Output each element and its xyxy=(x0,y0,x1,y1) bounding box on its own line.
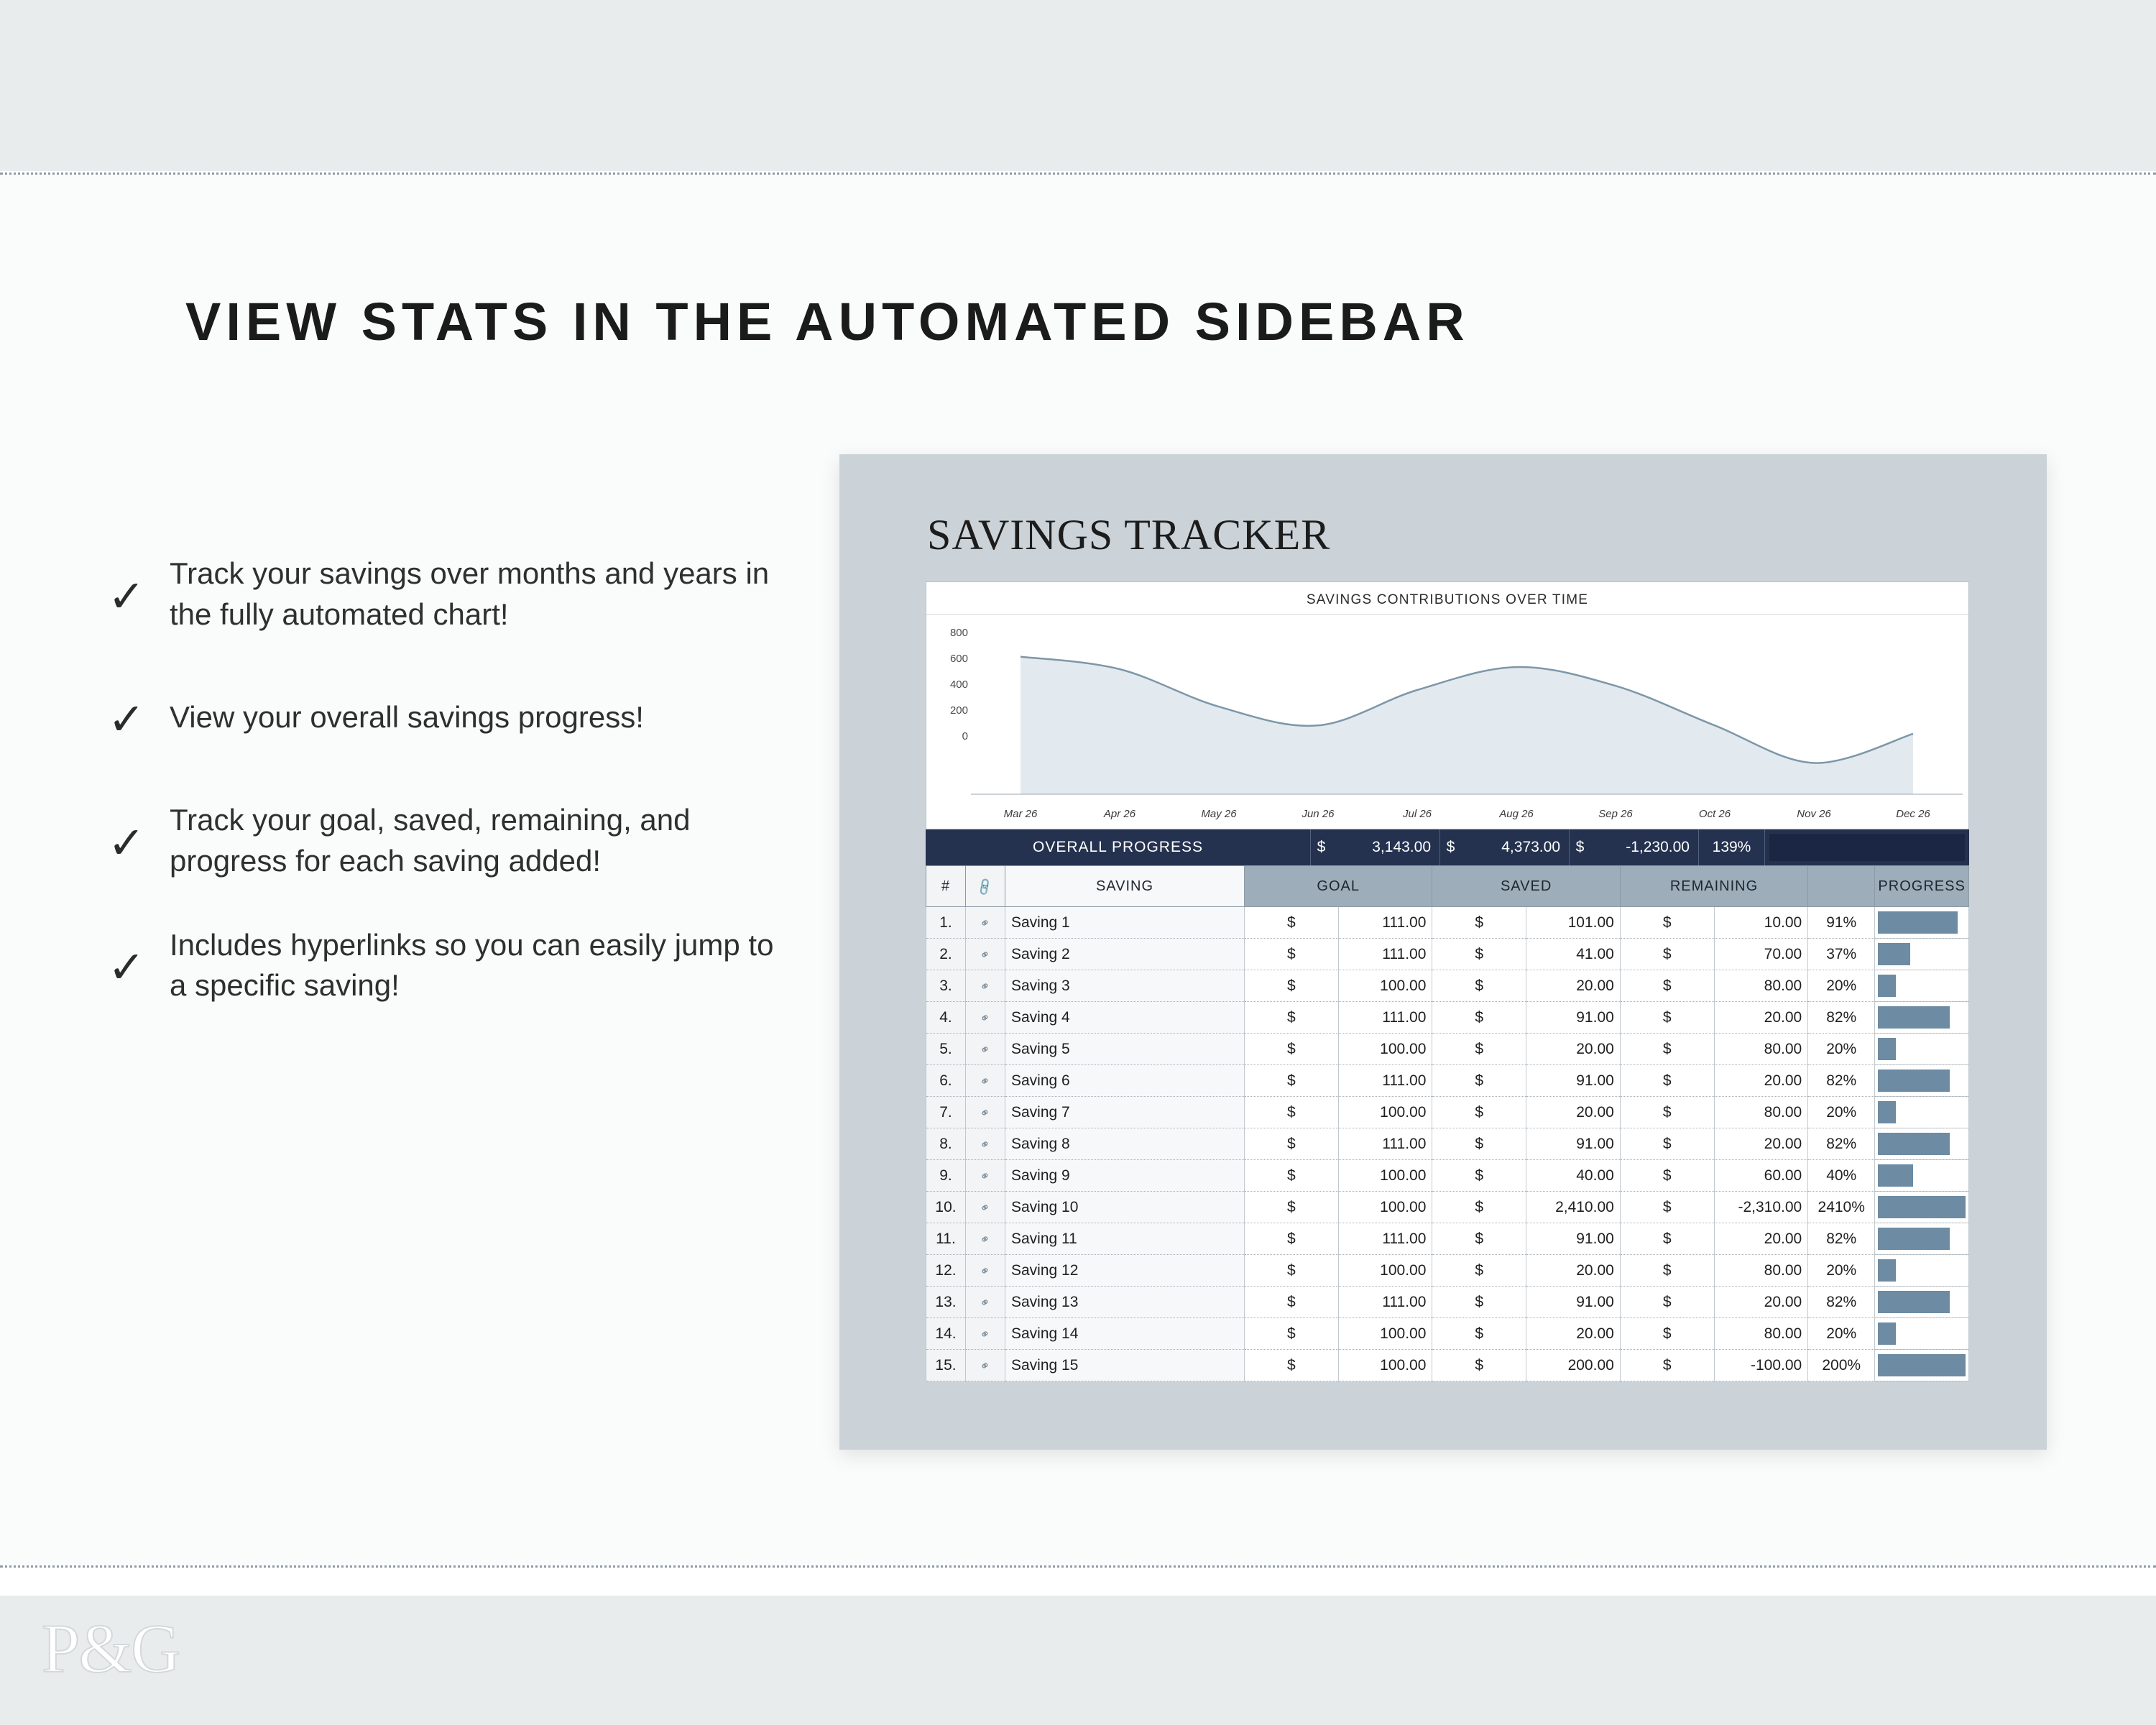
chart-x-axis xyxy=(971,808,1963,820)
row-number: 12. xyxy=(926,1255,966,1287)
goal-value: 100.00 xyxy=(1338,1160,1432,1192)
row-number: 7. xyxy=(926,1097,966,1128)
saved-value: 91.00 xyxy=(1526,1002,1621,1034)
goal-value: 100.00 xyxy=(1338,1097,1432,1128)
hyperlink-icon[interactable]: ⚭ xyxy=(966,1223,1005,1255)
saved-value: 40.00 xyxy=(1526,1160,1621,1192)
remaining-currency: $ xyxy=(1620,907,1714,939)
row-number: 8. xyxy=(926,1128,966,1160)
list-item xyxy=(108,925,783,1006)
saved-value: 20.00 xyxy=(1526,1255,1621,1287)
saved-currency: $ xyxy=(1432,970,1526,1002)
progress-bar-cell xyxy=(1875,1287,1969,1318)
progress-bar-cell xyxy=(1875,1318,1969,1350)
saving-name[interactable]: Saving 8 xyxy=(1005,1128,1245,1160)
goal-currency: $ xyxy=(1245,1318,1339,1350)
remaining-value: 80.00 xyxy=(1714,1097,1808,1128)
goal-value: 100.00 xyxy=(1338,1255,1432,1287)
x-tick: Jul 26 xyxy=(1402,808,1432,820)
saved-currency: $ xyxy=(1432,1350,1526,1381)
progress-bar-cell xyxy=(1875,1350,1969,1381)
table-row xyxy=(926,939,1969,970)
progress-bar-cell xyxy=(1875,1002,1969,1034)
progress-percent: 82% xyxy=(1808,1002,1875,1034)
goal-value: 100.00 xyxy=(1338,970,1432,1002)
saving-name[interactable]: Saving 11 xyxy=(1005,1223,1245,1255)
goal-currency: $ xyxy=(1245,1065,1339,1097)
remaining-value: 80.00 xyxy=(1714,1318,1808,1350)
goal-currency: $ xyxy=(1245,1255,1339,1287)
goal-currency: $ xyxy=(1245,970,1339,1002)
progress-percent: 20% xyxy=(1808,1318,1875,1350)
remaining-currency: $ xyxy=(1620,1287,1714,1318)
overall-goal-currency: $ xyxy=(1310,829,1332,865)
goal-value: 100.00 xyxy=(1338,1318,1432,1350)
page-title: VIEW STATS IN THE AUTOMATED SIDEBAR xyxy=(185,292,1470,351)
x-tick: Mar 26 xyxy=(1003,808,1038,820)
remaining-value: 20.00 xyxy=(1714,1287,1808,1318)
saved-currency: $ xyxy=(1432,1128,1526,1160)
saved-value: 91.00 xyxy=(1526,1223,1621,1255)
check-icon: ✓ xyxy=(108,816,145,870)
x-tick: Oct 26 xyxy=(1698,808,1731,820)
remaining-value: 70.00 xyxy=(1714,939,1808,970)
saving-name[interactable]: Saving 14 xyxy=(1005,1318,1245,1350)
check-icon: ✓ xyxy=(108,569,145,622)
remaining-currency: $ xyxy=(1620,970,1714,1002)
x-tick: May 26 xyxy=(1201,808,1237,820)
hyperlink-icon[interactable]: ⚭ xyxy=(966,1350,1005,1381)
goal-value: 111.00 xyxy=(1338,939,1432,970)
row-number: 10. xyxy=(926,1192,966,1223)
saved-value: 91.00 xyxy=(1526,1287,1621,1318)
goal-value: 100.00 xyxy=(1338,1192,1432,1223)
saving-name[interactable]: Saving 5 xyxy=(1005,1034,1245,1065)
remaining-value: 20.00 xyxy=(1714,1223,1808,1255)
progress-percent: 91% xyxy=(1808,907,1875,939)
saved-value: 2,410.00 xyxy=(1526,1192,1621,1223)
remaining-value: 20.00 xyxy=(1714,1002,1808,1034)
row-number: 15. xyxy=(926,1350,966,1381)
progress-percent: 20% xyxy=(1808,1097,1875,1128)
overall-progress-label: OVERALL PROGRESS xyxy=(1033,839,1203,855)
remaining-currency: $ xyxy=(1620,1318,1714,1350)
goal-currency: $ xyxy=(1245,1128,1339,1160)
hyperlink-icon[interactable]: ⚭ xyxy=(966,1002,1005,1034)
row-number: 3. xyxy=(926,970,966,1002)
column-header-percent xyxy=(1808,866,1875,907)
column-header-remaining: REMAINING xyxy=(1620,866,1807,907)
saved-value: 20.00 xyxy=(1526,1318,1621,1350)
saving-name[interactable]: Saving 1 xyxy=(1005,907,1245,939)
spreadsheet-screenshot xyxy=(839,454,2047,1450)
saved-currency: $ xyxy=(1432,1192,1526,1223)
list-item-label: Track your savings over months and years in the fully automated chart! xyxy=(170,556,770,631)
table-row xyxy=(926,1065,1969,1097)
goal-currency: $ xyxy=(1245,907,1339,939)
list-item xyxy=(108,553,783,635)
remaining-currency: $ xyxy=(1620,1097,1714,1128)
hyperlink-icon[interactable]: ⚭ xyxy=(966,1192,1005,1223)
savings-table xyxy=(926,865,1969,1381)
y-tick: 600 xyxy=(949,653,968,665)
overall-progress-row xyxy=(926,829,1969,865)
progress-percent: 200% xyxy=(1808,1350,1875,1381)
progress-percent: 20% xyxy=(1808,970,1875,1002)
table-row xyxy=(926,1002,1969,1034)
progress-bar-cell xyxy=(1875,1097,1969,1128)
top-band xyxy=(0,0,2156,171)
remaining-value: 20.00 xyxy=(1714,1065,1808,1097)
progress-bar-cell xyxy=(1875,939,1969,970)
goal-currency: $ xyxy=(1245,1160,1339,1192)
saved-currency: $ xyxy=(1432,1034,1526,1065)
hyperlink-icon[interactable]: ⚭ xyxy=(966,907,1005,939)
saving-name[interactable]: Saving 12 xyxy=(1005,1255,1245,1287)
remaining-currency: $ xyxy=(1620,1128,1714,1160)
overall-remaining-currency: $ xyxy=(1569,829,1590,865)
remaining-currency: $ xyxy=(1620,1255,1714,1287)
saving-name[interactable]: Saving 6 xyxy=(1005,1065,1245,1097)
remaining-currency: $ xyxy=(1620,1160,1714,1192)
remaining-currency: $ xyxy=(1620,1034,1714,1065)
goal-currency: $ xyxy=(1245,1287,1339,1318)
x-tick: Nov 26 xyxy=(1797,808,1831,820)
overall-progress-bar xyxy=(1764,829,1969,865)
list-item-label: Includes hyperlinks so you can easily jump to a specific saving! xyxy=(170,927,774,1003)
saved-currency: $ xyxy=(1432,1223,1526,1255)
table-row xyxy=(926,1255,1969,1287)
row-number: 11. xyxy=(926,1223,966,1255)
overall-progress-percent: 139% xyxy=(1698,829,1764,865)
progress-bar-cell xyxy=(1875,1160,1969,1192)
remaining-currency: $ xyxy=(1620,1065,1714,1097)
remaining-value: 80.00 xyxy=(1714,1034,1808,1065)
list-item-label: View your overall savings progress! xyxy=(170,700,644,735)
column-header-progress: PROGRESS xyxy=(1875,866,1969,907)
goal-value: 100.00 xyxy=(1338,1034,1432,1065)
table-row xyxy=(926,1223,1969,1255)
progress-percent: 20% xyxy=(1808,1255,1875,1287)
saved-value: 91.00 xyxy=(1526,1065,1621,1097)
remaining-currency: $ xyxy=(1620,1350,1714,1381)
savings-chart-panel xyxy=(926,581,1969,829)
goal-currency: $ xyxy=(1245,1034,1339,1065)
progress-percent: 82% xyxy=(1808,1065,1875,1097)
column-header-goal: GOAL xyxy=(1245,866,1432,907)
brand-logo: P&G xyxy=(42,1610,180,1687)
goal-value: 111.00 xyxy=(1338,1065,1432,1097)
row-number: 2. xyxy=(926,939,966,970)
remaining-value: -100.00 xyxy=(1714,1350,1808,1381)
saving-name[interactable]: Saving 4 xyxy=(1005,1002,1245,1034)
remaining-currency: $ xyxy=(1620,939,1714,970)
overall-goal-value: 3,143.00 xyxy=(1372,839,1431,855)
saved-currency: $ xyxy=(1432,1160,1526,1192)
x-tick: Dec 26 xyxy=(1896,808,1930,820)
remaining-value: 80.00 xyxy=(1714,1255,1808,1287)
hyperlink-icon[interactable]: ⚭ xyxy=(966,939,1005,970)
remaining-value: 20.00 xyxy=(1714,1128,1808,1160)
row-number: 4. xyxy=(926,1002,966,1034)
goal-value: 100.00 xyxy=(1338,1350,1432,1381)
column-header-saving: SAVING xyxy=(1005,866,1245,907)
y-tick: 400 xyxy=(949,678,968,691)
goal-value: 111.00 xyxy=(1338,1223,1432,1255)
progress-percent: 82% xyxy=(1808,1223,1875,1255)
saving-name[interactable]: Saving 3 xyxy=(1005,970,1245,1002)
saved-currency: $ xyxy=(1432,1065,1526,1097)
saving-name[interactable]: Saving 7 xyxy=(1005,1097,1245,1128)
progress-bar-cell xyxy=(1875,1192,1969,1223)
remaining-value: 60.00 xyxy=(1714,1160,1808,1192)
goal-currency: $ xyxy=(1245,939,1339,970)
progress-percent: 82% xyxy=(1808,1128,1875,1160)
remaining-currency: $ xyxy=(1620,1002,1714,1034)
overall-remaining-value: -1,230.00 xyxy=(1626,839,1690,855)
table-row xyxy=(926,1160,1969,1192)
progress-bar-cell xyxy=(1875,1128,1969,1160)
column-header-number: # xyxy=(926,866,966,907)
saved-currency: $ xyxy=(1432,1097,1526,1128)
table-row xyxy=(926,1097,1969,1128)
row-number: 14. xyxy=(926,1318,966,1350)
goal-value: 111.00 xyxy=(1338,1128,1432,1160)
saved-value: 20.00 xyxy=(1526,1034,1621,1065)
goal-currency: $ xyxy=(1245,1192,1339,1223)
hyperlink-icon[interactable]: ⚭ xyxy=(966,1065,1005,1097)
saved-value: 20.00 xyxy=(1526,970,1621,1002)
chart-plot-area xyxy=(926,615,1968,824)
overall-saved-currency: $ xyxy=(1439,829,1461,865)
saving-name[interactable]: Saving 9 xyxy=(1005,1160,1245,1192)
y-tick: 0 xyxy=(962,730,968,742)
remaining-value: 10.00 xyxy=(1714,907,1808,939)
progress-bar-cell xyxy=(1875,1034,1969,1065)
hyperlink-icon[interactable]: ⚭ xyxy=(966,1128,1005,1160)
saving-name[interactable]: Saving 15 xyxy=(1005,1350,1245,1381)
x-tick: Apr 26 xyxy=(1103,808,1136,820)
remaining-value: 80.00 xyxy=(1714,970,1808,1002)
progress-bar-cell xyxy=(1875,907,1969,939)
list-item-label: Track your goal, saved, remaining, and progress for each saving added! xyxy=(170,803,691,878)
table-row xyxy=(926,1192,1969,1223)
hyperlink-icon[interactable]: ⚭ xyxy=(966,1097,1005,1128)
goal-value: 111.00 xyxy=(1338,1002,1432,1034)
goal-value: 111.00 xyxy=(1338,907,1432,939)
hyperlink-icon[interactable]: ⚭ xyxy=(966,1160,1005,1192)
y-tick: 800 xyxy=(949,627,968,639)
x-tick: Aug 26 xyxy=(1499,808,1534,820)
row-number: 5. xyxy=(926,1034,966,1065)
overall-saved-value: 4,373.00 xyxy=(1501,839,1560,855)
check-icon: ✓ xyxy=(108,693,145,746)
goal-currency: $ xyxy=(1245,1097,1339,1128)
hyperlink-icon[interactable]: ⚭ xyxy=(966,1287,1005,1318)
chart-title: SAVINGS CONTRIBUTIONS OVER TIME xyxy=(926,582,1968,615)
saved-currency: $ xyxy=(1432,1287,1526,1318)
progress-bar-cell xyxy=(1875,970,1969,1002)
list-item xyxy=(108,678,783,757)
row-number: 6. xyxy=(926,1065,966,1097)
table-row xyxy=(926,1128,1969,1160)
row-number: 1. xyxy=(926,907,966,939)
progress-percent: 2410% xyxy=(1808,1192,1875,1223)
saving-name[interactable]: Saving 13 xyxy=(1005,1287,1245,1318)
bottom-band xyxy=(0,1596,2156,1725)
saved-value: 91.00 xyxy=(1526,1128,1621,1160)
goal-currency: $ xyxy=(1245,1223,1339,1255)
remaining-currency: $ xyxy=(1620,1223,1714,1255)
saved-currency: $ xyxy=(1432,1255,1526,1287)
feature-bullet-list xyxy=(108,553,783,1049)
row-number: 9. xyxy=(926,1160,966,1192)
row-number: 13. xyxy=(926,1287,966,1318)
hyperlink-icon[interactable]: ⚭ xyxy=(966,1318,1005,1350)
progress-bar-cell xyxy=(1875,1223,1969,1255)
table-row xyxy=(926,1034,1969,1065)
progress-percent: 82% xyxy=(1808,1287,1875,1318)
list-item xyxy=(108,800,783,881)
goal-value: 111.00 xyxy=(1338,1287,1432,1318)
goal-currency: $ xyxy=(1245,1002,1339,1034)
saved-currency: $ xyxy=(1432,1318,1526,1350)
column-header-link-icon: 🔗 xyxy=(966,866,1005,907)
table-row xyxy=(926,1350,1969,1381)
tracker-title: SAVINGS TRACKER xyxy=(927,511,1331,558)
saved-value: 101.00 xyxy=(1526,907,1621,939)
saved-currency: $ xyxy=(1432,1002,1526,1034)
saved-value: 20.00 xyxy=(1526,1097,1621,1128)
progress-bar-cell xyxy=(1875,1065,1969,1097)
hyperlink-icon[interactable]: ⚭ xyxy=(966,970,1005,1002)
x-tick: Jun 26 xyxy=(1302,808,1335,820)
saved-value: 200.00 xyxy=(1526,1350,1621,1381)
saved-value: 41.00 xyxy=(1526,939,1621,970)
bottom-divider xyxy=(0,1565,2156,1568)
saved-currency: $ xyxy=(1432,939,1526,970)
chart-series-svg xyxy=(926,615,1968,824)
x-tick: Sep 26 xyxy=(1598,808,1633,820)
remaining-value: -2,310.00 xyxy=(1714,1192,1808,1223)
goal-currency: $ xyxy=(1245,1350,1339,1381)
progress-percent: 40% xyxy=(1808,1160,1875,1192)
hyperlink-icon[interactable]: ⚭ xyxy=(966,1034,1005,1065)
hyperlink-icon[interactable]: ⚭ xyxy=(966,1255,1005,1287)
saving-name[interactable]: Saving 2 xyxy=(1005,939,1245,970)
progress-percent: 20% xyxy=(1808,1034,1875,1065)
y-tick: 200 xyxy=(949,704,968,717)
table-row xyxy=(926,1318,1969,1350)
column-header-saved: SAVED xyxy=(1432,866,1620,907)
saved-currency: $ xyxy=(1432,907,1526,939)
progress-percent: 37% xyxy=(1808,939,1875,970)
table-header-row xyxy=(926,866,1969,907)
saving-name[interactable]: Saving 10 xyxy=(1005,1192,1245,1223)
progress-bar-cell xyxy=(1875,1255,1969,1287)
table-row xyxy=(926,970,1969,1002)
check-icon: ✓ xyxy=(108,941,145,994)
table-row xyxy=(926,907,1969,939)
table-row xyxy=(926,1287,1969,1318)
remaining-currency: $ xyxy=(1620,1192,1714,1223)
